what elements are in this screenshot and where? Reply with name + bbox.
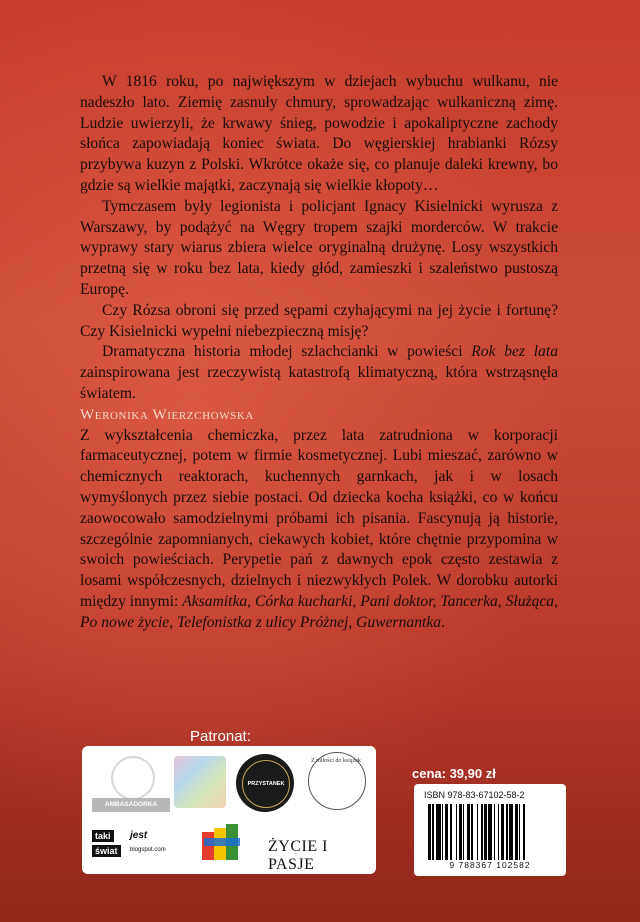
- ambasador-text: AMBASADORKA KSIĄŻEK: [92, 798, 170, 812]
- przystanek-szczescia-logo: [236, 754, 294, 833]
- isbn-label: ISBN 978-83-67102-58-2: [424, 790, 525, 800]
- patron-logos: [82, 746, 376, 874]
- book-title: Rok bez lata: [471, 343, 558, 361]
- zycie-i-pasje-logo: ŻYCIE I PASJE: [268, 838, 328, 873]
- przystanek-text: PRZYSTANEK SZCZĘŚCIA: [242, 760, 290, 808]
- author-bio: [80, 426, 558, 634]
- ambasador-ring-icon: [111, 756, 155, 800]
- ambasadorka-ksiazek-logo: [92, 756, 170, 822]
- taki-text: taki: [92, 830, 114, 842]
- author-bio-text: Z wykształcenia chemiczka, przez lata zatrudniona w korporacji farmaceutycznej, potem w firmie kosmetycznej. Lubi mieszać, zarówno w chemicznych reaktorach, kuchennych garnkach, jak i w losach wymyślonych przez siebie postaci. Od dziecka kocha książki, co w końcu zaowocowało samodzielnymi próbami ich pisania. Fascynują ją historie, szczególnie zapomnianych, ciekawych kobiet, które chętnie przypomina w swoich powieściach. Perypetie pań z dawnych epok często zestawia z losami współczesnych, dzielnych i niezwykłych Polek. W dorobku autorki między innymi:: [80, 426, 558, 610]
- swiat-text: świat: [92, 845, 121, 857]
- colorful-blog-logo: [174, 756, 226, 808]
- taki-jest-swiat-logo: [92, 830, 172, 860]
- blogspot-text: blogspot.com: [130, 847, 166, 853]
- z-milosci-do-ksiazek-logo: [304, 752, 368, 812]
- blurb: [80, 72, 558, 634]
- p4-text-before: Dramatyczna historia młodej szlachcianki w powieści: [102, 343, 472, 361]
- barcode-box: [414, 784, 566, 876]
- barcode-number: 9 788367 102582: [449, 860, 531, 870]
- blurb-paragraph-2: Tymczasem były legionista i policjant Ignacy Kisielnicki wyrusza z Warszawy, by podążyć na Węgry tropem szajki morderców. W trakcie wyprawy stary wiarus zbiera wielce oryginalną drużynę. Losy wszystkich przetną się w roku bez lata, kiedy głód, zamieszki i szaleństwo pustoszą Europę.: [80, 197, 558, 298]
- jest-text: jest: [130, 830, 148, 841]
- blurb-paragraph-3: Czy Rózsa obroni się przed sępami czyhającymi na jej życie i fortunę? Czy Kisielnicki wypełni niebezpieczną misję?: [80, 301, 558, 340]
- barcode-icon: [428, 804, 554, 860]
- price-label: cena: 39,90 zł: [412, 766, 496, 781]
- patronat-label: Patronat:: [190, 728, 251, 745]
- books-logo-icon: [200, 824, 242, 862]
- author-name: Weronika Wierzchowska: [80, 406, 254, 423]
- p4-text-after: zainspirowana jest rzeczywistą katastrofą klimatyczną, która wstrząsnęła światem.: [80, 364, 558, 402]
- author-works: Aksamitka, Córka kucharki, Pani doktor, Tancerka, Służąca, Po nowe życie, Telefonistka z ulicy Próżnej, Guwernantka: [80, 592, 559, 631]
- author-bio-end: .: [441, 613, 445, 631]
- blurb-paragraph-4: [80, 342, 558, 404]
- blurb-paragraph-1: W 1816 roku, po największym w dziejach wybuchu wulkanu, nie nadeszło lato. Ziemię zasnuły chmury, sprowadzając wulkaniczną zimę. Ludzie uwierzyli, że krwawy śnieg, powodzie i apokaliptyczne zachody słońca zapowiadają koniec świata. Do węgierskiej hrabianki Rózsy przybywa kuzyn z Polski. Wkrótce okaże się, co planuje daleki krewny, bo gdzie są wielkie majątki, zaczynają się wielkie kłopoty…: [80, 73, 558, 194]
- milosci-text: Z miłości do książek: [311, 758, 361, 764]
